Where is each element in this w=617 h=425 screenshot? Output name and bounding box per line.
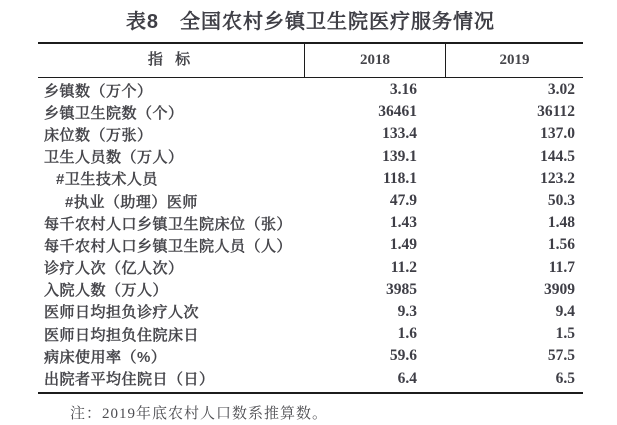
value-2019: 1.56 (547, 236, 575, 254)
row-label: 出院者平均住院日（日） (44, 371, 215, 389)
value-2018: 6.4 (397, 369, 417, 387)
header-indicator: 指 标 (38, 44, 305, 77)
value-2019: 3.02 (547, 81, 575, 99)
table-row (38, 212, 583, 234)
value-2019: 57.5 (547, 347, 575, 365)
value-2019: 137.0 (540, 125, 575, 143)
value-2019: 6.5 (555, 369, 575, 387)
table-row (38, 101, 583, 123)
value-2019: 123.2 (540, 169, 575, 187)
table-footnote: 注：2019年底农村人口数系推算数。 (70, 405, 329, 422)
table-row (38, 79, 583, 101)
value-2019: 1.48 (547, 214, 575, 232)
value-2018: 1.49 (389, 236, 417, 254)
statistics-table (38, 42, 583, 394)
table-body (38, 78, 583, 392)
header-2019: 2019 (499, 52, 530, 68)
row-label: #卫生技术人员 (56, 171, 158, 189)
value-2019: 50.3 (547, 192, 575, 210)
table-row (38, 234, 583, 256)
row-label: 每千农村人口乡镇卫生院人员（人） (44, 237, 293, 255)
value-2018: 1.43 (389, 214, 417, 232)
row-label: 入院人数（万人） (44, 282, 169, 300)
row-label: 卫生人员数（万人） (44, 149, 184, 167)
value-2019: 9.4 (555, 302, 575, 320)
row-label: 乡镇卫生院数（个） (44, 104, 184, 122)
table-row (38, 323, 583, 345)
table-row (38, 279, 583, 301)
table-title: 表8 全国农村乡镇卫生院医疗服务情况 (125, 11, 496, 33)
table-row (38, 301, 583, 323)
value-2018: 133.4 (382, 125, 417, 143)
value-2018: 3.16 (389, 81, 417, 99)
table-row (38, 168, 583, 190)
row-label: 诊疗人次（亿人次） (44, 260, 184, 278)
row-label: 床位数（万张） (44, 126, 153, 144)
value-2019: 36112 (537, 103, 575, 121)
value-2018: 1.6 (397, 325, 417, 343)
table-row (38, 190, 583, 212)
row-label: 医师日均担负住院床日 (44, 326, 200, 344)
value-2018: 118.1 (382, 169, 417, 187)
value-2019: 144.5 (540, 147, 575, 165)
row-label: #执业（助理）医师 (65, 193, 198, 211)
value-2018: 9.3 (397, 302, 417, 320)
value-2019: 11.7 (548, 258, 575, 276)
table-row (38, 146, 583, 168)
row-label: 病床使用率（%） (44, 348, 167, 366)
value-2018: 11.2 (390, 258, 417, 276)
table-row (38, 345, 583, 367)
table-header-row (38, 44, 583, 78)
table-row (38, 257, 583, 279)
value-2018: 139.1 (382, 147, 417, 165)
value-2018: 36461 (378, 103, 417, 121)
row-label: 医师日均担负诊疗人次 (44, 304, 200, 322)
document-page (38, 0, 583, 423)
row-label: 每千农村人口乡镇卫生院床位（张） (44, 215, 293, 233)
row-label: 乡镇数（万个） (44, 82, 153, 100)
table-row (38, 123, 583, 145)
table-row (38, 367, 583, 389)
header-2018: 2018 (305, 44, 446, 77)
value-2019: 3909 (544, 280, 575, 298)
value-2018: 47.9 (389, 192, 417, 210)
value-2019: 1.5 (555, 325, 575, 343)
value-2018: 59.6 (389, 347, 417, 365)
value-2018: 3985 (386, 280, 417, 298)
